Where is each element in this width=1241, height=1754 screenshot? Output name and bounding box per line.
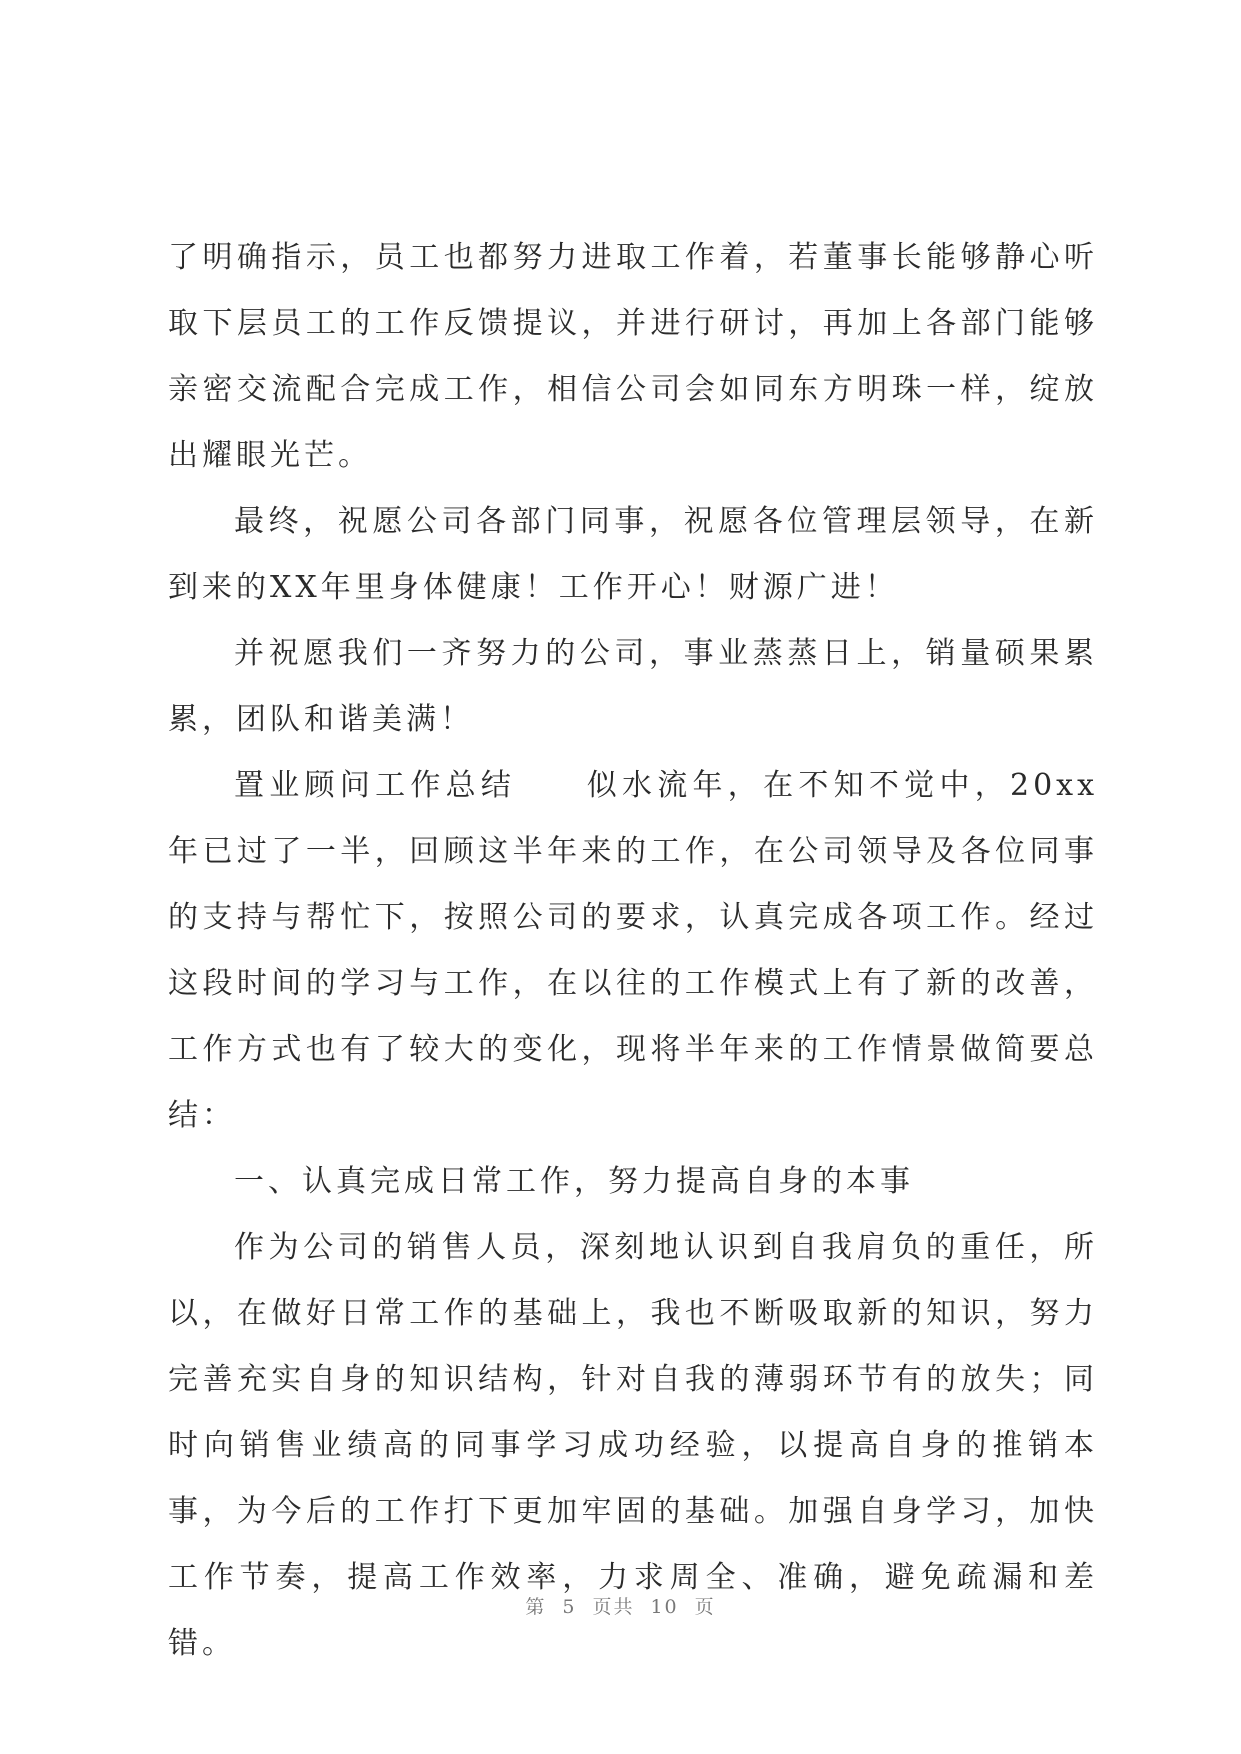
paragraph-1: 了明确指示，员工也都努力进取工作着，若董事长能够静心听取下层员工的工作反馈提议，并进行研讨，再加上各部门能够亲密交流配合完成工作，相信公司会如同东方明珠一样，绽放出耀眼光芒。 xyxy=(168,240,1098,473)
section-heading: 一、认真完成日常工作，努力提高自身的本事 xyxy=(234,1164,914,1199)
page-footer xyxy=(0,1592,1241,1619)
footer-total-pages: 10 xyxy=(650,1596,679,1618)
paragraph-2: 最终，祝愿公司各部门同事，祝愿各位管理层领导，在新到来的XX年里身体健康！工作开心！财源广进！ xyxy=(168,504,1098,605)
paragraph-4: 置业顾问工作总结 似水流年，在不知不觉中，20xx年已过了一半，回顾这半年来的工作，在公司领导及各位同事的支持与帮忙下，按照公司的要求，认真完成各项工作。经过这段时间的学习与工作，在以往的工作模式上有了新的改善，工作方式也有了较大的变化，现将半年来的工作情景做简要总结： xyxy=(168,768,1098,1133)
paragraph-5: 作为公司的销售人员，深刻地认识到自我肩负的重任，所以，在做好日常工作的基础上，我也不断吸取新的知识，努力完善充实自身的知识结构，针对自我的薄弱环节有的放失；同时向销售业绩高的同事学习成功经验，以提高自身的推销本事，为今后的工作打下更加牢固的基础。加强自身学习，加快工作节奏，提高工作效率，力求周全、准确，避免疏漏和差错。 xyxy=(168,1230,1098,1661)
footer-prefix: 第 xyxy=(525,1596,547,1618)
document-body xyxy=(168,225,1098,1677)
footer-suffix: 页 xyxy=(694,1596,716,1618)
footer-middle: 页共 xyxy=(592,1596,635,1618)
footer-current-page: 5 xyxy=(562,1596,577,1618)
paragraph-3: 并祝愿我们一齐努力的公司，事业蒸蒸日上，销量硕果累累，团队和谐美满！ xyxy=(168,636,1098,737)
